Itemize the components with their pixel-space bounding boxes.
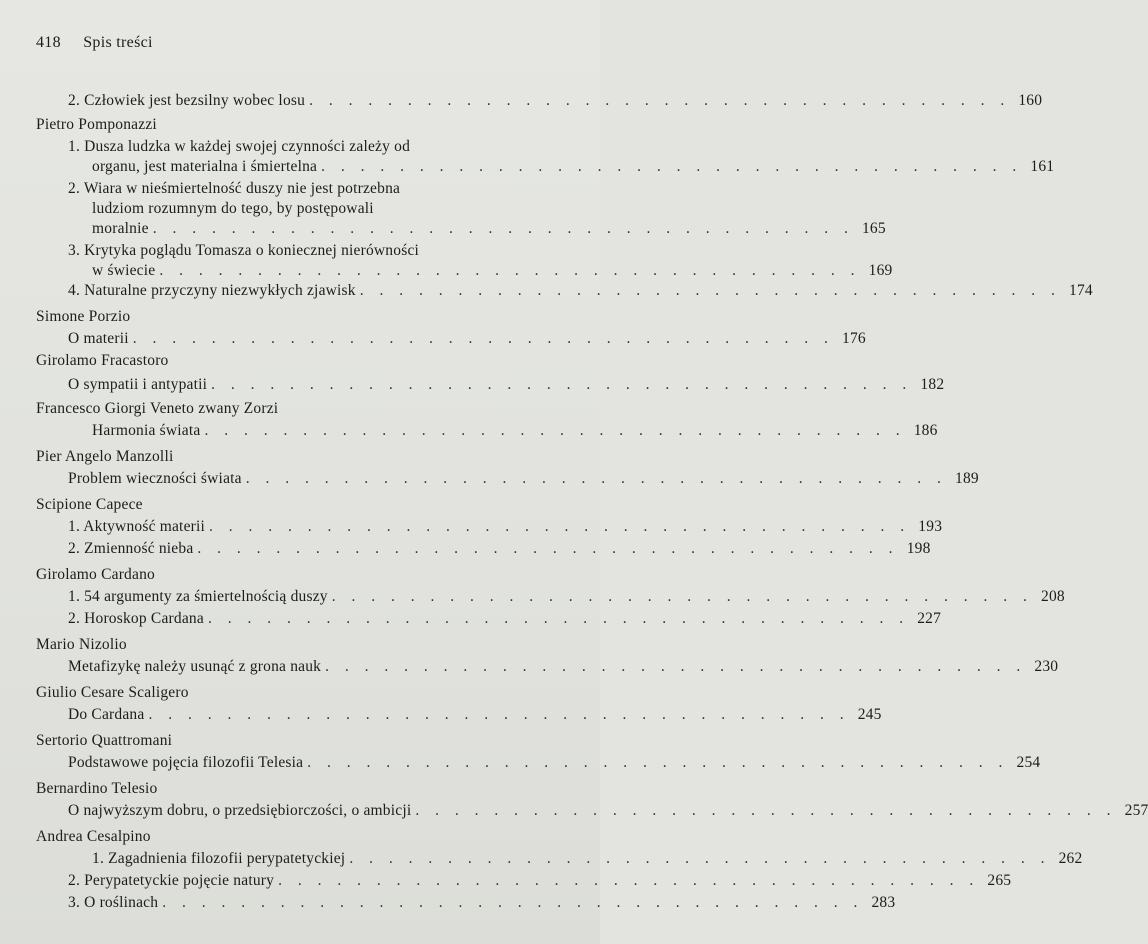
entry-title: Metafizykę należy usunąć z grona nauk bbox=[68, 658, 322, 675]
entry-title: 2. Człowiek jest bezsilny wobec losu bbox=[68, 92, 306, 109]
entry-title: w świecie bbox=[92, 262, 156, 279]
entry-page-number: 245 bbox=[857, 706, 882, 723]
toc-author bbox=[36, 116, 157, 138]
dot-leader: . . . . . . . . . . . . . . . . . . . . . . . . . . . . . . . . . . . . bbox=[197, 540, 899, 557]
entry-title: moralnie bbox=[92, 220, 149, 237]
toc-entry bbox=[92, 262, 893, 284]
dot-leader: . . . . . . . . . . . . . . . . . . . . . . . . . . . . . . . . . . . . bbox=[245, 470, 947, 487]
toc-entry bbox=[68, 92, 1043, 114]
entry-page-number: 265 bbox=[987, 872, 1012, 889]
toc-author bbox=[36, 732, 172, 754]
toc-entry bbox=[68, 872, 1012, 894]
toc-author bbox=[36, 352, 169, 374]
dot-leader: . . . . . . . . . . . . . . . . . . . . . . . . . . . . . . . . . . . . bbox=[415, 802, 1117, 819]
toc-author bbox=[36, 684, 189, 706]
entry-page-number: 161 bbox=[1030, 158, 1055, 175]
toc-entry bbox=[68, 518, 943, 540]
toc-author bbox=[36, 308, 130, 330]
entry-page-number: 176 bbox=[842, 330, 866, 347]
author-name: Simone Porzio bbox=[36, 308, 131, 325]
toc-entry bbox=[68, 610, 942, 632]
author-name: Girolamo Cardano bbox=[36, 566, 155, 583]
toc-entry bbox=[68, 706, 882, 728]
author-name: Girolamo Fracastoro bbox=[36, 352, 169, 369]
toc-entry-continuation bbox=[92, 200, 374, 222]
entry-page-number: 257 bbox=[1124, 802, 1148, 819]
entry-title: 1. Zagadnienia filozofii perypatetyckiej bbox=[92, 850, 346, 867]
entry-title: ludziom rozumnym do tego, by postępowali bbox=[92, 200, 374, 217]
entry-title: 3. O roślinach bbox=[68, 894, 159, 911]
entry-page-number: 254 bbox=[1016, 754, 1041, 771]
toc-author bbox=[36, 780, 157, 802]
entry-title: Do Cardana bbox=[68, 706, 145, 723]
toc-entry bbox=[92, 850, 1083, 872]
entry-page-number: 169 bbox=[868, 262, 893, 279]
toc-entry-continuation bbox=[68, 242, 419, 264]
entry-title: O najwyższym dobru, o przedsiębiorczości, o ambicji bbox=[68, 802, 412, 819]
entry-title: 1. Dusza ludzka w każdej swojej czynności zależy od bbox=[68, 138, 411, 155]
toc-entry bbox=[68, 330, 866, 352]
toc-entry bbox=[68, 802, 1148, 824]
entry-title: Harmonia świata bbox=[92, 422, 201, 439]
entry-title: 2. Perypatetyckie pojęcie natury bbox=[68, 872, 275, 889]
dot-leader: . . . . . . . . . . . . . . . . . . . . . . . . . . . . . . . . . . . . bbox=[325, 658, 1027, 675]
toc-entry bbox=[68, 658, 1059, 680]
entry-title: 1. 54 argumenty za śmiertelnością duszy bbox=[68, 588, 328, 605]
toc-author bbox=[36, 448, 173, 470]
entry-page-number: 189 bbox=[955, 470, 979, 487]
toc-entry-continuation bbox=[68, 138, 410, 160]
toc-author bbox=[36, 496, 143, 518]
entry-page-number: 174 bbox=[1069, 282, 1093, 299]
entry-title: 3. Krytyka poglądu Tomasza o koniecznej nierówności bbox=[68, 242, 420, 259]
dot-leader: . . . . . . . . . . . . . . . . . . . . . . . . . . . . . . . . . . . . bbox=[132, 330, 834, 347]
dot-leader: . . . . . . . . . . . . . . . . . . . . . . . . . . . . . . . . . . . . bbox=[209, 518, 911, 535]
entry-page-number: 227 bbox=[917, 610, 942, 627]
entry-page-number: 208 bbox=[1041, 588, 1065, 605]
toc-entry bbox=[92, 158, 1055, 180]
author-name: Sertorio Quattromani bbox=[36, 732, 173, 749]
dot-leader: . . . . . . . . . . . . . . . . . . . . . . . . . . . . . . . . . . . . bbox=[159, 262, 861, 279]
toc-entry bbox=[92, 220, 886, 242]
entry-title: O sympatii i antypatii bbox=[68, 376, 208, 393]
dot-leader: . . . . . . . . . . . . . . . . . . . . . . . . . . . . . . . . . . . . bbox=[204, 422, 906, 439]
author-name: Scipione Capece bbox=[36, 496, 143, 513]
toc-entry bbox=[68, 282, 1093, 304]
page-number: 418 bbox=[36, 34, 61, 51]
author-name: Andrea Cesalpino bbox=[36, 828, 151, 845]
toc-entry bbox=[68, 470, 979, 492]
dot-leader: . . . . . . . . . . . . . . . . . . . . . . . . . . . . . . . . . . . . bbox=[359, 282, 1061, 299]
author-name: Bernardino Telesio bbox=[36, 780, 158, 797]
entry-title: Podstawowe pojęcia filozofii Telesia bbox=[68, 754, 304, 771]
entry-page-number: 182 bbox=[920, 376, 945, 393]
page-title: Spis treści bbox=[83, 34, 153, 51]
author-name: Giulio Cesare Scaligero bbox=[36, 684, 189, 701]
toc-author bbox=[36, 400, 278, 422]
author-name: Pietro Pomponazzi bbox=[36, 116, 157, 133]
entry-title: 1. Aktywność materii bbox=[68, 518, 206, 535]
dot-leader: . . . . . . . . . . . . . . . . . . . . . . . . . . . . . . . . . . . . bbox=[148, 706, 850, 723]
toc-author bbox=[36, 636, 127, 658]
toc-entry bbox=[68, 754, 1041, 776]
dot-leader: . . . . . . . . . . . . . . . . . . . . . . . . . . . . . . . . . . . . bbox=[307, 754, 1009, 771]
entry-page-number: 165 bbox=[861, 220, 886, 237]
entry-title: O materii bbox=[68, 330, 129, 347]
entry-title: 2. Horoskop Cardana bbox=[68, 610, 204, 627]
author-name: Francesco Giorgi Veneto zwany Zorzi bbox=[36, 400, 279, 417]
toc-author bbox=[36, 566, 155, 588]
toc-entry bbox=[68, 540, 931, 562]
dot-leader: . . . . . . . . . . . . . . . . . . . . . . . . . . . . . . . . . . . . bbox=[162, 894, 864, 911]
dot-leader: . . . . . . . . . . . . . . . . . . . . . . . . . . . . . . . . . . . . bbox=[207, 610, 910, 627]
dot-leader: . . . . . . . . . . . . . . . . . . . . . . . . . . . . . . . . . . . . bbox=[321, 158, 1023, 175]
dot-leader: . . . . . . . . . . . . . . . . . . . . . . . . . . . . . . . . . . . . bbox=[349, 850, 1051, 867]
author-name: Pier Angelo Manzolli bbox=[36, 448, 174, 465]
dot-leader: . . . . . . . . . . . . . . . . . . . . . . . . . . . . . . . . . . . . bbox=[278, 872, 980, 889]
toc-entry bbox=[68, 376, 945, 398]
dot-leader: . . . . . . . . . . . . . . . . . . . . . . . . . . . . . . . . . . . . bbox=[211, 376, 913, 393]
dot-leader: . . . . . . . . . . . . . . . . . . . . . . . . . . . . . . . . . . . . bbox=[309, 92, 1011, 109]
entry-title: 2. Wiara w nieśmiertelność duszy nie jest potrzebna bbox=[68, 180, 401, 197]
entry-page-number: 283 bbox=[871, 894, 896, 911]
toc-entry bbox=[68, 588, 1065, 610]
entry-page-number: 230 bbox=[1034, 658, 1059, 675]
entry-page-number: 186 bbox=[913, 422, 938, 439]
toc-entry bbox=[92, 422, 938, 444]
toc-entry-continuation bbox=[68, 180, 400, 202]
dot-leader: . . . . . . . . . . . . . . . . . . . . . . . . . . . . . . . . . . . . bbox=[331, 588, 1033, 605]
entry-page-number: 198 bbox=[906, 540, 931, 557]
entry-title: organu, jest materialna i śmiertelna bbox=[92, 158, 318, 175]
toc-entry bbox=[68, 894, 896, 916]
entry-title: 4. Naturalne przyczyny niezwykłych zjawisk bbox=[68, 282, 356, 299]
author-name: Mario Nizolio bbox=[36, 636, 127, 653]
entry-page-number: 160 bbox=[1018, 92, 1043, 109]
toc-author bbox=[36, 828, 151, 850]
entry-page-number: 262 bbox=[1058, 850, 1083, 867]
entry-title: Problem wieczności świata bbox=[68, 470, 242, 487]
entry-page-number: 193 bbox=[918, 518, 943, 535]
entry-title: 2. Zmienność nieba bbox=[68, 540, 194, 557]
dot-leader: . . . . . . . . . . . . . . . . . . . . . . . . . . . . . . . . . . . . bbox=[152, 220, 854, 237]
